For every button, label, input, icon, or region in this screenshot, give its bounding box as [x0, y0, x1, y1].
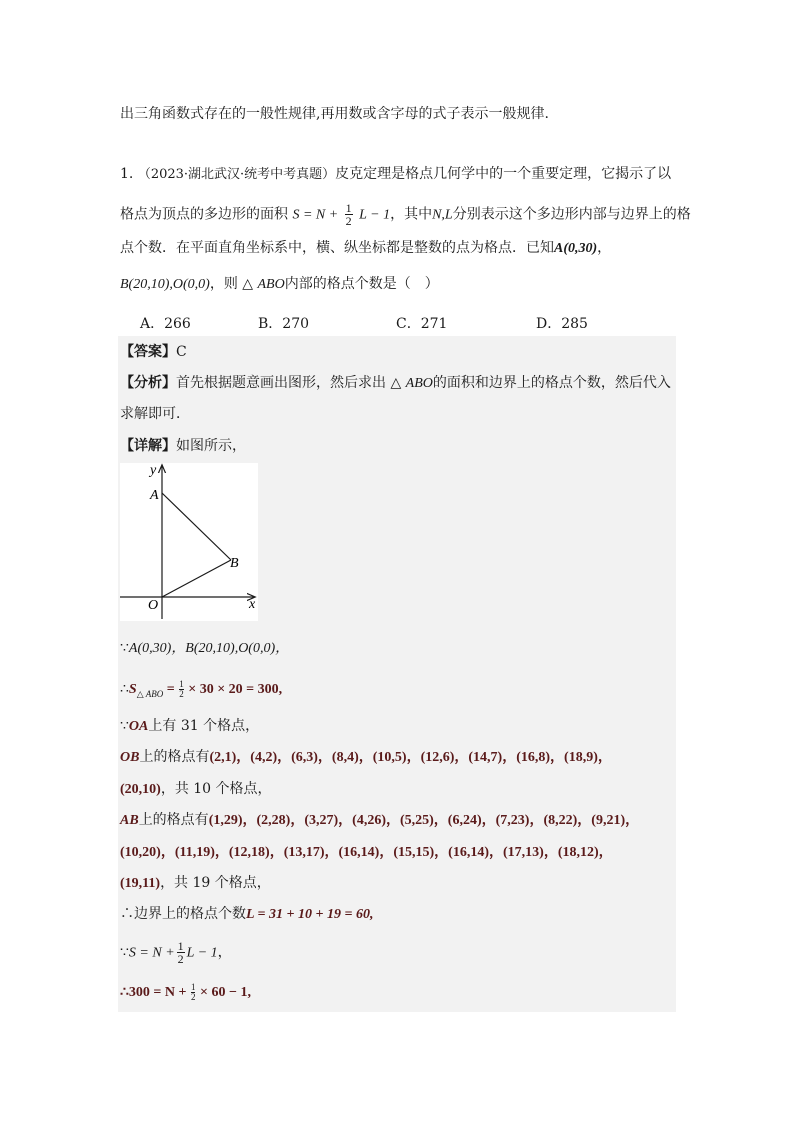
detail-line — [120, 436, 246, 456]
analysis-text-1: 首先根据题意画出图形，然后求出 △ — [176, 375, 406, 391]
because-symbol: ∵ — [120, 718, 129, 734]
label-a: A — [150, 488, 159, 503]
because-symbol: ∵ — [120, 944, 129, 961]
step-5 — [120, 779, 272, 800]
fraction-numerator: 1 — [345, 201, 352, 215]
option-a: A．266 — [140, 316, 191, 332]
pick-formula-left: S = N + — [292, 207, 339, 223]
question-text-2b: ，其中 — [390, 206, 433, 223]
segment-ob — [162, 560, 231, 597]
question-text-1: 皮克定理是格点几何学中的一个重要定理，它揭示了以 — [335, 166, 672, 182]
ob-points: (2,1)，(4,2)，(6,3)，(8,4)，(10,5)，(12,6)，(14,7)，(16,8)，(18,9)， — [209, 750, 612, 765]
analysis-line-1 — [120, 373, 671, 394]
half-fraction-2 — [177, 940, 185, 965]
triangle-name: ABO — [257, 277, 285, 292]
small-numerator-2: 1 — [190, 981, 196, 992]
step1-points-bo: ，B(20,10),O(0,0)， — [171, 641, 290, 656]
intro-sentence: 出三角函数式存在的一般性规律,再用数或含字母的式子表示一般规律. — [120, 106, 549, 122]
point-o-coords: ,O(0,0) — [169, 277, 210, 292]
question-text-4b: 内部的格点个数是（ ） — [284, 276, 439, 292]
detail-tag: 【详解】 — [120, 438, 176, 454]
comma: ， — [217, 944, 232, 961]
point-b-coords: B(20,10) — [120, 277, 170, 292]
step1-point-a: A(0,30) — [128, 641, 172, 656]
ab-text: 上的格点有 — [138, 812, 209, 828]
intro-text — [120, 104, 549, 124]
answer-line — [120, 342, 187, 362]
fraction-denominator-2: 2 — [177, 952, 184, 966]
question-source: （2023·湖北武汉·统考中考真题） — [137, 167, 336, 182]
area-symbol: S — [128, 682, 137, 697]
label-y: y — [150, 463, 157, 478]
answer-tag: 【答案】 — [120, 344, 176, 360]
question-text-4: ，则 △ — [209, 276, 258, 292]
fraction-numerator-2: 1 — [177, 939, 184, 953]
segment-ab — [162, 493, 231, 560]
ob-last-point: (20,10) — [120, 782, 161, 797]
coordinate-figure — [120, 463, 258, 621]
comma: ， — [597, 240, 612, 256]
step-11 — [120, 982, 251, 1003]
final-equation-left: ∴300 = N + — [120, 985, 190, 1000]
small-denominator: 2 — [179, 688, 184, 699]
step-6 — [120, 810, 639, 831]
pick-formula-left-2: S = N + — [128, 945, 175, 961]
half-fraction — [345, 202, 353, 227]
nl-variables: N,L — [432, 207, 453, 223]
therefore-symbol: ∴ — [120, 681, 129, 697]
boundary-count-formula: L = 31 + 10 + 19 = 60, — [246, 907, 374, 922]
question-line-1 — [120, 164, 671, 185]
ab-points-2: (10,20)，(11,19)，(12,18)，(13,17)，(16,14)，(15,15)，(16,14)，(17,13)，(18,12)， — [120, 845, 613, 860]
label-o: O — [148, 598, 159, 613]
ab-last-point: (19,11) — [120, 876, 161, 891]
final-equation-right: × 60 − 1, — [196, 985, 251, 1000]
step-4 — [120, 747, 612, 768]
analysis-tag: 【分析】 — [120, 375, 176, 391]
question-line-4 — [120, 274, 439, 295]
question-text-3: 点个数．在平面直角坐标系中，横、纵坐标都是整数的点为格点．已知 — [120, 240, 554, 256]
ob-text: 上的格点有 — [139, 749, 210, 765]
pick-formula-right: L − 1 — [359, 207, 391, 223]
option-b: B．270 — [258, 316, 310, 332]
analysis-line-2 — [120, 404, 190, 424]
small-denominator-2: 2 — [190, 991, 196, 1002]
ob-count-text: ，共 10 个格点， — [160, 781, 272, 797]
step-1 — [120, 638, 289, 659]
analysis-triangle-name: ABO — [405, 376, 433, 391]
area-subscript: △ ABO — [136, 688, 164, 699]
pick-formula-right-2: L − 1 — [186, 945, 218, 961]
boundary-count-text: ∴边界上的格点个数 — [120, 906, 246, 922]
question-text-2a: 格点为顶点的多边形的面积 — [120, 206, 288, 223]
analysis-text-2: 的面积和边界上的格点个数，然后代入 — [432, 375, 671, 391]
question-line-3 — [120, 238, 611, 259]
equals: = — [163, 682, 179, 697]
step-10 — [120, 940, 232, 965]
half-fraction-small-2 — [191, 983, 196, 1002]
step-8 — [120, 873, 271, 894]
half-fraction-small — [179, 680, 184, 699]
step-3 — [120, 716, 259, 737]
oa-count-text: 上有 31 个格点， — [148, 718, 260, 734]
ab-count-text: ，共 19 个格点， — [160, 875, 271, 891]
segment-ob-name: OB — [120, 750, 140, 765]
question-text-2c: 分别表示这个多边形内部与边界上的格 — [452, 206, 691, 223]
label-x: x — [249, 597, 256, 612]
segment-ab-name: AB — [120, 813, 139, 828]
small-numerator: 1 — [179, 678, 184, 689]
area-computation: × 30 × 20 = 300, — [184, 682, 283, 697]
step-7 — [120, 842, 613, 863]
question-number: 1. — [120, 166, 134, 182]
segment-oa-name: OA — [128, 719, 149, 734]
detail-text: 如图所示， — [176, 438, 246, 454]
analysis-text-3: 求解即可． — [120, 406, 190, 422]
step-9 — [120, 904, 373, 925]
option-c: C．271 — [396, 316, 448, 332]
because-symbol: ∵ — [120, 640, 129, 656]
point-a-coords: A(0,30) — [554, 241, 598, 256]
question-line-2 — [120, 202, 691, 227]
option-d: D．285 — [536, 316, 588, 332]
triangle-diagram — [120, 463, 258, 621]
step-2 — [120, 679, 282, 704]
ab-points-1: (1,29)，(2,28)，(3,27)，(4,26)，(5,25)，(6,24)，(7,23)，(8,22)，(9,21)， — [208, 813, 640, 828]
answer-value: C — [176, 344, 187, 360]
fraction-denominator: 2 — [345, 214, 352, 228]
label-b: B — [230, 556, 239, 571]
